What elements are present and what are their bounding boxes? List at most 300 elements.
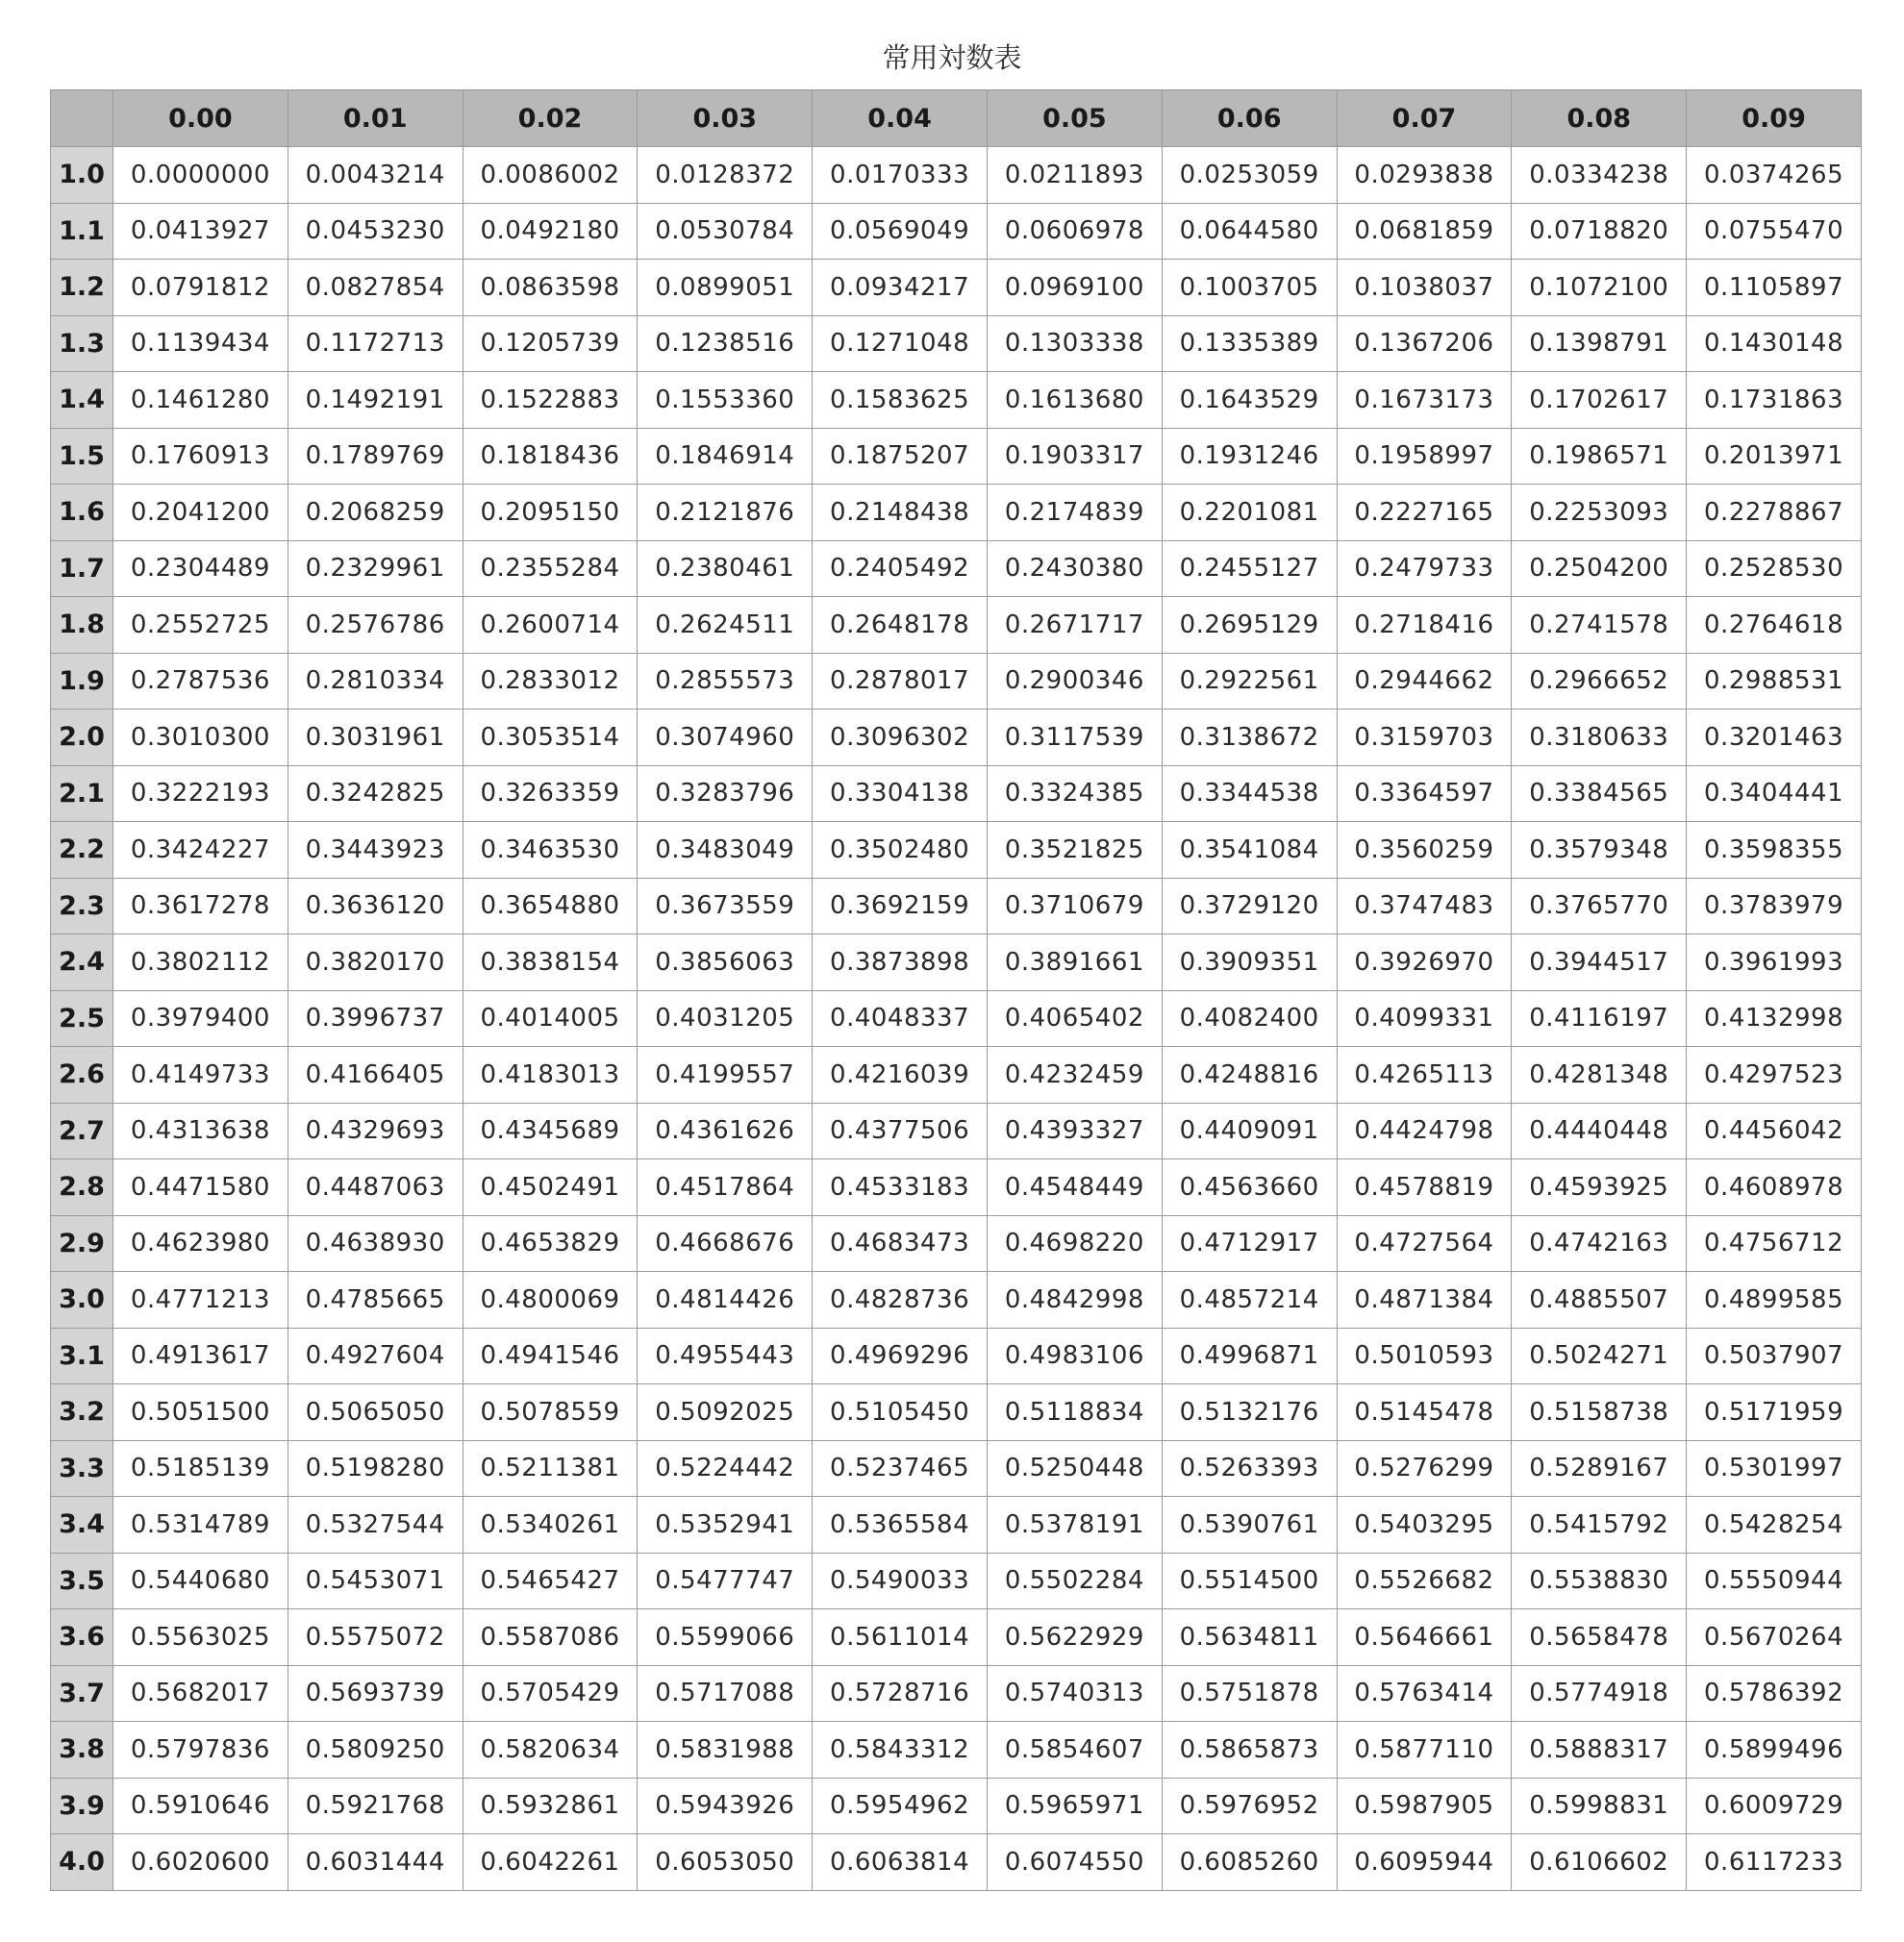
table-row	[51, 765, 1862, 822]
log-value-cell: 0.5854607	[987, 1722, 1162, 1779]
log-value-cell: 0.0863598	[463, 260, 638, 316]
log-value-cell: 0.3710679	[987, 878, 1162, 934]
log-value-cell: 0.4199557	[638, 1047, 813, 1104]
table-row	[51, 990, 1862, 1047]
log-value-cell: 0.5751878	[1162, 1665, 1337, 1722]
log-value-cell: 0.4329693	[288, 1103, 463, 1159]
log-value-cell: 0.0128372	[638, 147, 813, 204]
column-header: 0.07	[1337, 90, 1512, 147]
log-value-cell: 0.2329961	[288, 540, 463, 597]
log-value-cell: 0.4216039	[813, 1047, 988, 1104]
table-row	[51, 1440, 1862, 1497]
table-row	[51, 147, 1862, 204]
log-value-cell: 0.4913617	[113, 1328, 288, 1384]
log-value-cell: 0.5340261	[463, 1497, 638, 1554]
log-value-cell: 0.5403295	[1337, 1497, 1512, 1554]
log-value-cell: 0.2355284	[463, 540, 638, 597]
row-header: 3.7	[51, 1665, 113, 1722]
log-value-cell: 0.3096302	[813, 710, 988, 766]
log-value-cell: 0.1583625	[813, 372, 988, 429]
log-value-cell: 0.2624511	[638, 597, 813, 654]
log-value-cell: 0.2922561	[1162, 653, 1337, 710]
log-value-cell: 0.1613680	[987, 372, 1162, 429]
log-value-cell: 0.2253093	[1512, 485, 1687, 541]
log-value-cell: 0.5563025	[113, 1609, 288, 1666]
log-value-cell: 0.3138672	[1162, 710, 1337, 766]
header-row	[51, 90, 1862, 147]
log-value-cell: 0.0086002	[463, 147, 638, 204]
log-value-cell: 0.3673559	[638, 878, 813, 934]
table-row	[51, 597, 1862, 654]
log-value-cell: 0.5987905	[1337, 1778, 1512, 1834]
log-value-cell: 0.3053514	[463, 710, 638, 766]
log-value-cell: 0.4393327	[987, 1103, 1162, 1159]
log-value-cell: 0.5415792	[1512, 1497, 1687, 1554]
log-value-cell: 0.5820634	[463, 1722, 638, 1779]
log-value-cell: 0.3031961	[288, 710, 463, 766]
log-value-cell: 0.5888317	[1512, 1722, 1687, 1779]
row-header: 1.5	[51, 428, 113, 485]
log-value-cell: 0.5763414	[1337, 1665, 1512, 1722]
log-value-cell: 0.2095150	[463, 485, 638, 541]
log-value-cell: 0.6020600	[113, 1834, 288, 1891]
log-value-cell: 0.3074960	[638, 710, 813, 766]
log-value-cell: 0.2479733	[1337, 540, 1512, 597]
log-value-cell: 0.1553360	[638, 372, 813, 429]
log-value-cell: 0.4785665	[288, 1272, 463, 1329]
log-value-cell: 0.2855573	[638, 653, 813, 710]
log-value-cell: 0.0211893	[987, 147, 1162, 204]
log-value-cell: 0.4608978	[1687, 1159, 1862, 1216]
log-value-cell: 0.6074550	[987, 1834, 1162, 1891]
log-value-cell: 0.2068259	[288, 485, 463, 541]
table-row	[51, 822, 1862, 879]
log-value-cell: 0.0492180	[463, 203, 638, 260]
log-value-cell: 0.1903317	[987, 428, 1162, 485]
log-value-cell: 0.5465427	[463, 1553, 638, 1609]
log-value-cell: 0.2764618	[1687, 597, 1862, 654]
row-header: 3.9	[51, 1778, 113, 1834]
log-value-cell: 0.1875207	[813, 428, 988, 485]
log-value-cell: 0.2528530	[1687, 540, 1862, 597]
log-value-cell: 0.5477747	[638, 1553, 813, 1609]
log-value-cell: 0.6085260	[1162, 1834, 1337, 1891]
log-value-cell: 0.4927604	[288, 1328, 463, 1384]
log-value-cell: 0.4265113	[1337, 1047, 1512, 1104]
table-row	[51, 1553, 1862, 1609]
log-value-cell: 0.1522883	[463, 372, 638, 429]
log-value-cell: 0.3541084	[1162, 822, 1337, 879]
log-value-cell: 0.1271048	[813, 315, 988, 372]
log-value-cell: 0.5921768	[288, 1778, 463, 1834]
log-value-cell: 0.6095944	[1337, 1834, 1512, 1891]
log-value-cell: 0.1072100	[1512, 260, 1687, 316]
log-value-cell: 0.2552725	[113, 597, 288, 654]
row-header: 1.9	[51, 653, 113, 710]
log-value-cell: 0.1643529	[1162, 372, 1337, 429]
log-value-cell: 0.5611014	[813, 1609, 988, 1666]
log-value-cell: 0.5587086	[463, 1609, 638, 1666]
log-value-cell: 0.0644580	[1162, 203, 1337, 260]
log-value-cell: 0.5010593	[1337, 1328, 1512, 1384]
table-row	[51, 1047, 1862, 1104]
row-header: 1.0	[51, 147, 113, 204]
log-value-cell: 0.4440448	[1512, 1103, 1687, 1159]
log-value-cell: 0.2695129	[1162, 597, 1337, 654]
table-row	[51, 1497, 1862, 1554]
log-value-cell: 0.1702617	[1512, 372, 1687, 429]
log-value-cell: 0.5105450	[813, 1384, 988, 1441]
log-value-cell: 0.0827854	[288, 260, 463, 316]
log-value-cell: 0.4471580	[113, 1159, 288, 1216]
log-value-cell: 0.5705429	[463, 1665, 638, 1722]
log-value-cell: 0.4232459	[987, 1047, 1162, 1104]
log-value-cell: 0.3443923	[288, 822, 463, 879]
log-value-cell: 0.5145478	[1337, 1384, 1512, 1441]
log-value-cell: 0.0374265	[1687, 147, 1862, 204]
log-value-cell: 0.3502480	[813, 822, 988, 879]
log-value-cell: 0.5646661	[1337, 1609, 1512, 1666]
log-value-cell: 0.4857214	[1162, 1272, 1337, 1329]
row-header: 4.0	[51, 1834, 113, 1891]
row-header: 2.7	[51, 1103, 113, 1159]
table-row	[51, 540, 1862, 597]
log-value-cell: 0.0681859	[1337, 203, 1512, 260]
log-value-cell: 0.4698220	[987, 1215, 1162, 1272]
table-row	[51, 1384, 1862, 1441]
log-value-cell: 0.3909351	[1162, 934, 1337, 991]
log-value-cell: 0.4149733	[113, 1047, 288, 1104]
log-value-cell: 0.4424798	[1337, 1103, 1512, 1159]
log-value-cell: 0.4683473	[813, 1215, 988, 1272]
log-value-cell: 0.2504200	[1512, 540, 1687, 597]
row-header: 2.5	[51, 990, 113, 1047]
log-value-cell: 0.5538830	[1512, 1553, 1687, 1609]
log-value-cell: 0.2966652	[1512, 653, 1687, 710]
log-value-cell: 0.2380461	[638, 540, 813, 597]
log-value-cell: 0.5717088	[638, 1665, 813, 1722]
log-value-cell: 0.4653829	[463, 1215, 638, 1272]
column-header: 0.00	[113, 90, 288, 147]
log-value-cell: 0.5428254	[1687, 1497, 1862, 1554]
log-value-cell: 0.3404441	[1687, 765, 1862, 822]
log-value-cell: 0.3424227	[113, 822, 288, 879]
log-value-cell: 0.5693739	[288, 1665, 463, 1722]
log-value-cell: 0.1931246	[1162, 428, 1337, 485]
log-value-cell: 0.4548449	[987, 1159, 1162, 1216]
column-header: 0.03	[638, 90, 813, 147]
row-header: 3.1	[51, 1328, 113, 1384]
log-value-cell: 0.2174839	[987, 485, 1162, 541]
log-value-cell: 0.4842998	[987, 1272, 1162, 1329]
log-value-cell: 0.3560259	[1337, 822, 1512, 879]
log-value-cell: 0.4517864	[638, 1159, 813, 1216]
log-value-cell: 0.5740313	[987, 1665, 1162, 1722]
log-value-cell: 0.5910646	[113, 1778, 288, 1834]
log-value-cell: 0.2741578	[1512, 597, 1687, 654]
row-header: 3.5	[51, 1553, 113, 1609]
log-value-cell: 0.2718416	[1337, 597, 1512, 654]
log-value-cell: 0.5132176	[1162, 1384, 1337, 1441]
table-row	[51, 1272, 1862, 1329]
log-value-cell: 0.5037907	[1687, 1328, 1862, 1384]
log-value-cell: 0.2671717	[987, 597, 1162, 654]
log-value-cell: 0.0530784	[638, 203, 813, 260]
row-header: 3.3	[51, 1440, 113, 1497]
table-row	[51, 315, 1862, 372]
log-value-cell: 0.4166405	[288, 1047, 463, 1104]
log-value-cell: 0.2304489	[113, 540, 288, 597]
log-value-cell: 0.1958997	[1337, 428, 1512, 485]
log-value-cell: 0.5797836	[113, 1722, 288, 1779]
log-value-cell: 0.5171959	[1687, 1384, 1862, 1441]
log-value-cell: 0.3802112	[113, 934, 288, 991]
log-value-cell: 0.4983106	[987, 1328, 1162, 1384]
log-value-cell: 0.3944517	[1512, 934, 1687, 991]
table-row	[51, 710, 1862, 766]
log-value-cell: 0.5092025	[638, 1384, 813, 1441]
row-header: 1.6	[51, 485, 113, 541]
log-value-cell: 0.1105897	[1687, 260, 1862, 316]
log-value-cell: 0.0755470	[1687, 203, 1862, 260]
log-value-cell: 0.6031444	[288, 1834, 463, 1891]
column-header: 0.08	[1512, 90, 1687, 147]
log-value-cell: 0.4941546	[463, 1328, 638, 1384]
row-header: 2.1	[51, 765, 113, 822]
log-value-cell: 0.3820170	[288, 934, 463, 991]
row-header: 3.8	[51, 1722, 113, 1779]
log-value-cell: 0.1398791	[1512, 315, 1687, 372]
log-value-cell: 0.2201081	[1162, 485, 1337, 541]
log-value-cell: 0.4048337	[813, 990, 988, 1047]
log-value-cell: 0.4533183	[813, 1159, 988, 1216]
log-value-cell: 0.2405492	[813, 540, 988, 597]
log-value-cell: 0.4014005	[463, 990, 638, 1047]
log-value-cell: 0.3483049	[638, 822, 813, 879]
log-value-cell: 0.0969100	[987, 260, 1162, 316]
log-value-cell: 0.5078559	[463, 1384, 638, 1441]
log-value-cell: 0.6063814	[813, 1834, 988, 1891]
log-value-cell: 0.0934217	[813, 260, 988, 316]
log-value-cell: 0.5327544	[288, 1497, 463, 1554]
table-row	[51, 1778, 1862, 1834]
log-value-cell: 0.3364597	[1337, 765, 1512, 822]
log-value-cell: 0.3873898	[813, 934, 988, 991]
log-value-cell: 0.5843312	[813, 1722, 988, 1779]
log-value-cell: 0.0334238	[1512, 147, 1687, 204]
log-value-cell: 0.4885507	[1512, 1272, 1687, 1329]
log-value-cell: 0.6042261	[463, 1834, 638, 1891]
row-header: 2.0	[51, 710, 113, 766]
log-value-cell: 0.5211381	[463, 1440, 638, 1497]
log-value-cell: 0.5502284	[987, 1553, 1162, 1609]
log-value-cell: 0.5185139	[113, 1440, 288, 1497]
log-value-cell: 0.5158738	[1512, 1384, 1687, 1441]
log-value-cell: 0.3598355	[1687, 822, 1862, 879]
log-value-cell: 0.3263359	[463, 765, 638, 822]
corner-cell	[51, 90, 113, 147]
log-value-cell: 0.5786392	[1687, 1665, 1862, 1722]
row-header: 1.7	[51, 540, 113, 597]
log-value-cell: 0.0606978	[987, 203, 1162, 260]
log-value-cell: 0.2576786	[288, 597, 463, 654]
column-header: 0.06	[1162, 90, 1337, 147]
log-value-cell: 0.3304138	[813, 765, 988, 822]
row-header: 2.6	[51, 1047, 113, 1104]
log-value-cell: 0.5575072	[288, 1609, 463, 1666]
log-value-cell: 0.5514500	[1162, 1553, 1337, 1609]
table-body	[51, 147, 1862, 1891]
table-row	[51, 1159, 1862, 1216]
log-value-cell: 0.0569049	[813, 203, 988, 260]
log-value-cell: 0.3783979	[1687, 878, 1862, 934]
log-value-cell: 0.3765770	[1512, 878, 1687, 934]
table-row	[51, 1665, 1862, 1722]
log-value-cell: 0.4099331	[1337, 990, 1512, 1047]
log-value-cell: 0.5352941	[638, 1497, 813, 1554]
log-value-cell: 0.1818436	[463, 428, 638, 485]
log-value-cell: 0.3729120	[1162, 878, 1337, 934]
log-value-cell: 0.4756712	[1687, 1215, 1862, 1272]
log-value-cell: 0.2041200	[113, 485, 288, 541]
log-value-cell: 0.4814426	[638, 1272, 813, 1329]
log-value-cell: 0.5809250	[288, 1722, 463, 1779]
log-value-cell: 0.3926970	[1337, 934, 1512, 991]
row-header: 3.4	[51, 1497, 113, 1554]
log-value-cell: 0.1367206	[1337, 315, 1512, 372]
row-header: 3.6	[51, 1609, 113, 1666]
log-value-cell: 0.0253059	[1162, 147, 1337, 204]
log-value-cell: 0.6106602	[1512, 1834, 1687, 1891]
log-value-cell: 0.3344538	[1162, 765, 1337, 822]
log-value-cell: 0.5599066	[638, 1609, 813, 1666]
log-value-cell: 0.1335389	[1162, 315, 1337, 372]
log-value-cell: 0.5670264	[1687, 1609, 1862, 1666]
log-value-cell: 0.1430148	[1687, 315, 1862, 372]
log-value-cell: 0.4638930	[288, 1215, 463, 1272]
log-value-cell: 0.6009729	[1687, 1778, 1862, 1834]
log-value-cell: 0.0791812	[113, 260, 288, 316]
column-header: 0.01	[288, 90, 463, 147]
log-value-cell: 0.3010300	[113, 710, 288, 766]
log-value-cell: 0.3979400	[113, 990, 288, 1047]
log-value-cell: 0.3521825	[987, 822, 1162, 879]
log-value-cell: 0.4065402	[987, 990, 1162, 1047]
row-header: 3.2	[51, 1384, 113, 1441]
log-value-cell: 0.4409091	[1162, 1103, 1337, 1159]
log-value-cell: 0.4116197	[1512, 990, 1687, 1047]
log-value-cell: 0.1303338	[987, 315, 1162, 372]
log-value-cell: 0.2013971	[1687, 428, 1862, 485]
log-value-cell: 0.3201463	[1687, 710, 1862, 766]
table-title: 常用対数表	[882, 41, 1022, 74]
log-value-cell: 0.5932861	[463, 1778, 638, 1834]
log-value-cell: 0.3838154	[463, 934, 638, 991]
log-value-cell: 0.1172713	[288, 315, 463, 372]
log-value-cell: 0.1238516	[638, 315, 813, 372]
log-value-cell: 0.4456042	[1687, 1103, 1862, 1159]
column-header: 0.09	[1687, 90, 1862, 147]
log-value-cell: 0.4487063	[288, 1159, 463, 1216]
row-header: 2.9	[51, 1215, 113, 1272]
log-value-cell: 0.3117539	[987, 710, 1162, 766]
table-row	[51, 372, 1862, 429]
log-value-cell: 0.5250448	[987, 1440, 1162, 1497]
log-value-cell: 0.3180633	[1512, 710, 1687, 766]
log-value-cell: 0.2121876	[638, 485, 813, 541]
log-value-cell: 0.0170333	[813, 147, 988, 204]
log-value-cell: 0.3654880	[463, 878, 638, 934]
log-value-cell: 0.0000000	[113, 147, 288, 204]
log-value-cell: 0.2878017	[813, 653, 988, 710]
log-value-cell: 0.4502491	[463, 1159, 638, 1216]
column-header: 0.04	[813, 90, 988, 147]
log-value-cell: 0.2833012	[463, 653, 638, 710]
log-value-cell: 0.5831988	[638, 1722, 813, 1779]
table-row	[51, 1722, 1862, 1779]
log-value-cell: 0.4361626	[638, 1103, 813, 1159]
log-value-cell: 0.5198280	[288, 1440, 463, 1497]
log-value-cell: 0.3159703	[1337, 710, 1512, 766]
log-value-cell: 0.4297523	[1687, 1047, 1862, 1104]
log-value-cell: 0.3636120	[288, 878, 463, 934]
log-value-cell: 0.5263393	[1162, 1440, 1337, 1497]
log-value-cell: 0.5224442	[638, 1440, 813, 1497]
row-header: 1.2	[51, 260, 113, 316]
log-value-cell: 0.1731863	[1687, 372, 1862, 429]
log-value-cell: 0.1673173	[1337, 372, 1512, 429]
log-value-cell: 0.4313638	[113, 1103, 288, 1159]
log-value-cell: 0.1986571	[1512, 428, 1687, 485]
log-value-cell: 0.3324385	[987, 765, 1162, 822]
table-row	[51, 653, 1862, 710]
log-value-cell: 0.4996871	[1162, 1328, 1337, 1384]
log-value-cell: 0.2227165	[1337, 485, 1512, 541]
log-value-cell: 0.3283796	[638, 765, 813, 822]
log-value-cell: 0.4871384	[1337, 1272, 1512, 1329]
log-value-cell: 0.5682017	[113, 1665, 288, 1722]
log-value-cell: 0.1789769	[288, 428, 463, 485]
log-value-cell: 0.2988531	[1687, 653, 1862, 710]
log-value-cell: 0.5314789	[113, 1497, 288, 1554]
log-value-cell: 0.4281348	[1512, 1047, 1687, 1104]
column-header: 0.05	[987, 90, 1162, 147]
log-value-cell: 0.3856063	[638, 934, 813, 991]
log-value-cell: 0.5774918	[1512, 1665, 1687, 1722]
log-value-cell: 0.5390761	[1162, 1497, 1337, 1554]
log-value-cell: 0.5453071	[288, 1553, 463, 1609]
log-value-cell: 0.1461280	[113, 372, 288, 429]
log-value-cell: 0.5118834	[987, 1384, 1162, 1441]
table-row	[51, 1834, 1862, 1891]
log-value-cell: 0.4955443	[638, 1328, 813, 1384]
log-value-cell: 0.4082400	[1162, 990, 1337, 1047]
column-header: 0.02	[463, 90, 638, 147]
log-value-cell: 0.4899585	[1687, 1272, 1862, 1329]
log-value-cell: 0.3996737	[288, 990, 463, 1047]
log-value-cell: 0.5954962	[813, 1778, 988, 1834]
log-value-cell: 0.5899496	[1687, 1722, 1862, 1779]
log-value-cell: 0.1846914	[638, 428, 813, 485]
log-value-cell: 0.3692159	[813, 878, 988, 934]
log-value-cell: 0.1492191	[288, 372, 463, 429]
log-value-cell: 0.5634811	[1162, 1609, 1337, 1666]
log-value-cell: 0.0453230	[288, 203, 463, 260]
log-value-cell: 0.4593925	[1512, 1159, 1687, 1216]
log-value-cell: 0.5301997	[1687, 1440, 1862, 1497]
log-value-cell: 0.5490033	[813, 1553, 988, 1609]
log-value-cell: 0.0899051	[638, 260, 813, 316]
